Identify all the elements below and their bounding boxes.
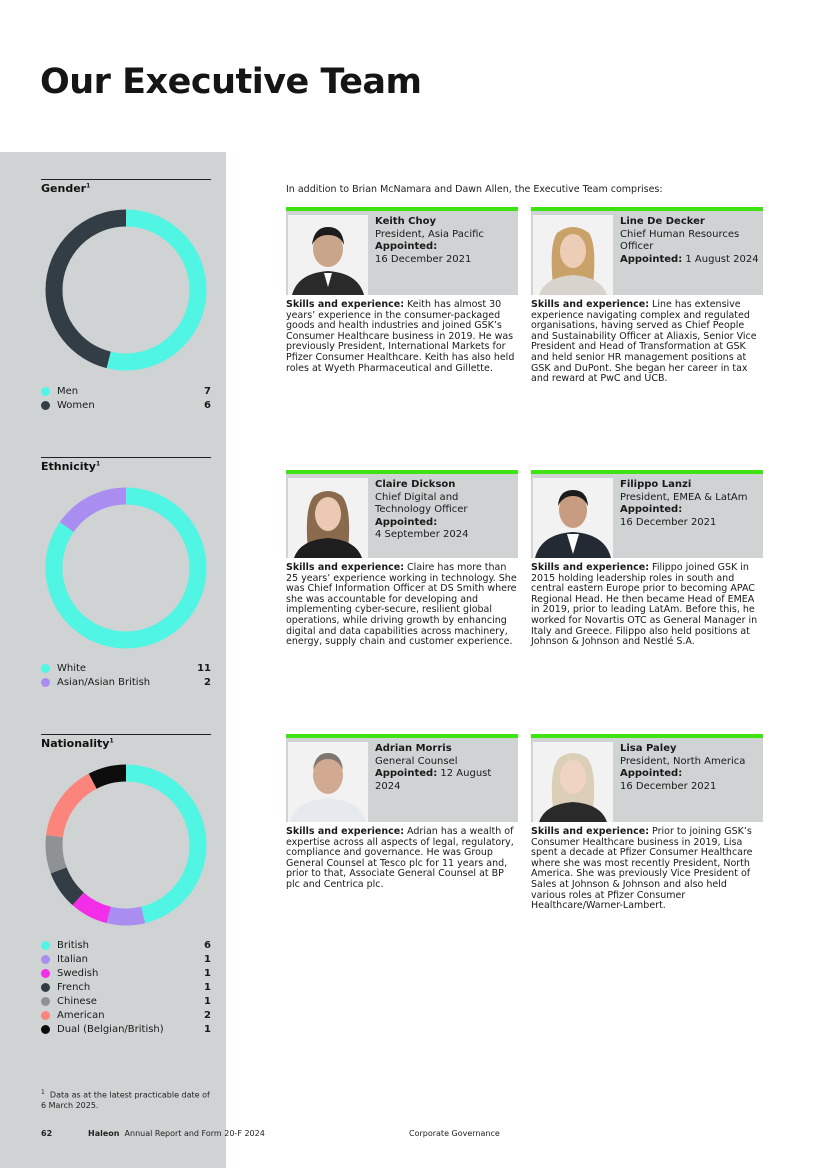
ethnicity-donut (41, 483, 211, 653)
gender-chart (41, 179, 211, 411)
intro-text: In addition to Brian McNamara and Dawn Allen, the Executive Team comprises: (286, 184, 663, 195)
member-name: Keith Choy (375, 216, 437, 227)
card-info (375, 743, 514, 793)
legend-item (41, 980, 211, 994)
legend-swatch (41, 955, 50, 964)
appointed-label: Appointed: (620, 253, 683, 265)
appointed-date: 16 December 2021 (620, 780, 717, 792)
chart-heading: Nationality$^1$ (41, 737, 114, 750)
legend-count: 1 (204, 981, 211, 993)
legend-item (41, 384, 211, 398)
legend-label: Chinese (57, 995, 97, 1007)
member-card (286, 207, 518, 374)
appointed-label: Appointed: (620, 768, 683, 779)
footer-brand: Haleon Annual Report and Form 20-F 2024 (88, 1129, 265, 1138)
portrait-photo (533, 742, 613, 822)
legend-count: 7 (204, 385, 211, 397)
portrait-photo (288, 478, 368, 558)
card-info (375, 216, 514, 266)
appointed-date: 1 August 2024 (685, 253, 759, 265)
member-card (531, 470, 763, 648)
member-role: Chief Human Resources Officer (620, 228, 740, 252)
legend-label: American (57, 1009, 105, 1021)
member-card (531, 734, 763, 912)
legend-item (41, 398, 211, 412)
legend-swatch (41, 941, 50, 950)
legend-item (41, 675, 211, 689)
chart-heading: Ethnicity$^1$ (41, 460, 101, 473)
chart-heading: Gender$^1$ (41, 182, 91, 195)
appointed-line (375, 768, 514, 793)
member-name: Filippo Lanzi (620, 479, 692, 490)
card-header (531, 207, 763, 295)
member-bio: Skills and experience: Claire has more than 25 years’ experience working in technology. She was Chief Information Officer at DS Smith where she was accountable for developing and implementing cyber-secure, resilient global operations, while driving growth by enhancing digital and data capabilities across machinery, energy, supply chain and customer experience. (286, 562, 517, 648)
nationality-chart (41, 734, 211, 1035)
card-info (620, 479, 759, 529)
appointed-date: 4 September 2024 (375, 529, 469, 540)
appointed-label: Appointed: (620, 504, 683, 515)
page-title: Our Executive Team (40, 62, 422, 102)
member-bio: Skills and experience: Adrian has a wealth of expertise across all aspects of legal, regulatory, compliance and governance. He was Group General Counsel at Tesco plc for 11 years and, prior to that, Associate General Counsel at BP plc and Centrica plc. (286, 826, 514, 890)
member-card (531, 207, 763, 385)
nationality-donut (41, 760, 211, 930)
chart-rule (41, 179, 211, 180)
footer-section: Corporate Governance (409, 1129, 500, 1138)
appointed-label: Appointed: (375, 768, 438, 779)
card-header (531, 734, 763, 822)
member-card (286, 734, 518, 891)
nationality-legend (41, 938, 211, 1036)
card-info (620, 743, 759, 793)
ethnicity-chart (41, 457, 211, 688)
legend-count: 2 (204, 676, 211, 688)
legend-label: Asian/Asian British (57, 676, 151, 688)
card-header (286, 470, 518, 558)
legend-item (41, 661, 211, 675)
appointed-label: Appointed: (375, 516, 438, 528)
page-number: 62 (41, 1129, 53, 1138)
legend-count: 1 (204, 967, 211, 979)
member-name: Claire Dickson (375, 479, 456, 490)
card-info (375, 479, 514, 542)
member-name: Lisa Paley (620, 743, 677, 754)
legend-count: 2 (204, 1009, 211, 1021)
legend-swatch (41, 1025, 50, 1034)
portrait-photo (288, 215, 368, 295)
legend-count: 1 (204, 953, 211, 965)
appointed-date: 16 December 2021 (375, 253, 472, 265)
gender-donut (41, 205, 211, 375)
appointed-date: 12 August 2024 (375, 768, 492, 792)
legend-label: Swedish (57, 967, 99, 979)
legend-item (41, 1008, 211, 1022)
legend-item (41, 952, 211, 966)
gender-legend (41, 384, 211, 412)
chart-rule (41, 734, 211, 735)
member-role: Chief Digital and Technology Officer (375, 491, 468, 515)
legend-label: Dual (Belgian/British) (57, 1023, 164, 1035)
member-role: General Counsel (375, 755, 458, 767)
legend-item (41, 994, 211, 1008)
chart-rule (41, 457, 211, 458)
legend-swatch (41, 678, 50, 687)
footnote: $^1$ Data as at the latest practicable date of 6 March 2025. (41, 1089, 210, 1110)
card-header (531, 470, 763, 558)
legend-label: White (57, 662, 87, 674)
legend-swatch (41, 1011, 50, 1020)
legend-label: British (57, 939, 89, 951)
member-bio: Skills and experience: Prior to joining GSK’s Consumer Healthcare business in 2019, Lisa spent a decade at Pfizer Consumer Healthcare where she was most recently President, North America. She was previously Vice President of Sales at Johnson & Johnson and also held various roles at Pfizer Consumer Healthcare/Warner-Lambert. (531, 826, 753, 912)
legend-count: 6 (204, 939, 211, 951)
legend-swatch (41, 997, 50, 1006)
legend-count: 1 (204, 995, 211, 1007)
legend-item (41, 1022, 211, 1036)
portrait-photo (533, 215, 613, 295)
member-bio: Skills and experience: Line has extensive experience navigating complex and regulated organisations, having served as Chief People and Sustainability Officer at Aliaxis, Senior Vice President and Head of Transformation at GSK and held senior HR management positions at GSK and DuPont. She began her career in tax and reward at PwC and UCB. (531, 299, 757, 385)
legend-label: Italian (57, 953, 89, 965)
legend-swatch (41, 664, 50, 673)
legend-item (41, 966, 211, 980)
legend-count: 6 (204, 399, 211, 411)
legend-label: Women (57, 399, 95, 411)
member-role: President, EMEA & LatAm (620, 491, 748, 503)
portrait-photo (533, 478, 613, 558)
member-role: President, North America (620, 755, 746, 767)
legend-label: Men (57, 385, 79, 397)
legend-count: 1 (204, 1023, 211, 1035)
member-role: President, Asia Pacific (375, 228, 484, 240)
legend-swatch (41, 401, 50, 410)
portrait-photo (288, 742, 368, 822)
legend-count: 11 (197, 662, 211, 674)
member-bio: Skills and experience: Filippo joined GSK in 2015 holding leadership roles in south and central eastern Europe prior to becoming APAC Regional Head. He then became Head of EMEA in 2019, prior to leading LatAm. Before this, he worked for Novartis OTC as General Manager in Italy and Greece. Filippo also held positions at Johnson & Johnson and Nestlé S.A. (531, 562, 758, 648)
member-name: Line De Decker (620, 216, 705, 227)
card-header (286, 207, 518, 295)
legend-swatch (41, 969, 50, 978)
member-card (286, 470, 518, 648)
member-name: Adrian Morris (375, 743, 452, 754)
legend-swatch (41, 387, 50, 396)
member-bio: Skills and experience: Keith has almost 30 years’ experience in the consumer-packaged goods and health industries and joined GSK’s Consumer Healthcare business in 2019. He was previously President, International Markets for Pfizer Consumer Healthcare. Keith has also held roles at Wyeth Pharmaceutical and Gillette. (286, 299, 515, 374)
legend-swatch (41, 983, 50, 992)
appointed-date: 16 December 2021 (620, 516, 717, 528)
appointed-line (620, 254, 759, 267)
ethnicity-legend (41, 661, 211, 689)
appointed-label: Appointed: (375, 241, 438, 252)
card-info (620, 216, 759, 266)
legend-item (41, 938, 211, 952)
legend-label: French (57, 981, 91, 993)
card-header (286, 734, 518, 822)
